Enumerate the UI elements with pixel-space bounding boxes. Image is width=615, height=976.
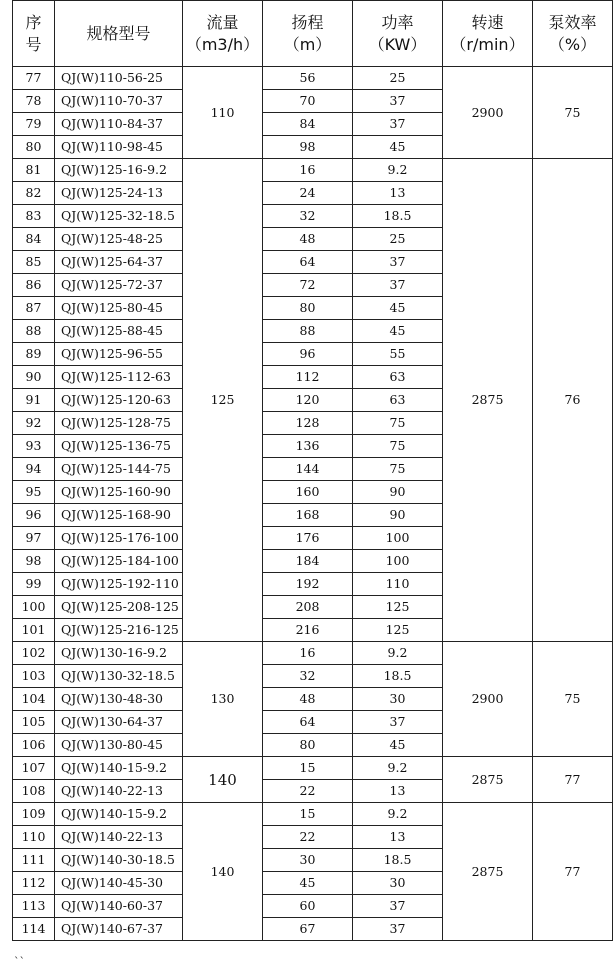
model-cell: QJ(W)130-48-30	[55, 688, 183, 711]
header-flow-line1: 流量	[206, 12, 239, 32]
row-number: 98	[13, 550, 55, 573]
model-cell: QJ(W)125-208-125	[55, 596, 183, 619]
power-cell: 37	[353, 251, 443, 274]
power-cell: 30	[353, 688, 443, 711]
head-cell: 128	[263, 412, 353, 435]
header-eff-line2: （%）	[548, 34, 597, 54]
header-power-line1: 功率	[381, 12, 414, 32]
table-row	[13, 642, 613, 665]
row-number: 78	[13, 90, 55, 113]
head-cell: 64	[263, 711, 353, 734]
power-cell: 45	[353, 297, 443, 320]
head-cell: 56	[263, 67, 353, 90]
row-number: 84	[13, 228, 55, 251]
head-cell: 67	[263, 918, 353, 941]
row-number: 106	[13, 734, 55, 757]
model-cell: QJ(W)110-70-37	[55, 90, 183, 113]
power-cell: 100	[353, 550, 443, 573]
model-cell: QJ(W)140-15-9.2	[55, 757, 183, 780]
power-cell: 75	[353, 458, 443, 481]
head-cell: 22	[263, 826, 353, 849]
table-row	[13, 67, 613, 90]
head-cell: 80	[263, 734, 353, 757]
header-speed	[443, 1, 533, 67]
row-number: 79	[13, 113, 55, 136]
row-number: 105	[13, 711, 55, 734]
power-cell: 63	[353, 389, 443, 412]
head-cell: 70	[263, 90, 353, 113]
head-cell: 24	[263, 182, 353, 205]
head-cell: 168	[263, 504, 353, 527]
row-number: 85	[13, 251, 55, 274]
footer-mark: ``	[14, 955, 25, 968]
power-cell: 9.2	[353, 642, 443, 665]
row-number: 83	[13, 205, 55, 228]
model-cell: QJ(W)125-168-90	[55, 504, 183, 527]
header-power-line2: （KW）	[368, 34, 427, 54]
model-cell: QJ(W)125-72-37	[55, 274, 183, 297]
row-number: 104	[13, 688, 55, 711]
head-cell: 48	[263, 688, 353, 711]
model-cell: QJ(W)125-80-45	[55, 297, 183, 320]
head-cell: 80	[263, 297, 353, 320]
row-number: 107	[13, 757, 55, 780]
head-cell: 120	[263, 389, 353, 412]
head-cell: 32	[263, 205, 353, 228]
head-cell: 84	[263, 113, 353, 136]
row-number: 93	[13, 435, 55, 458]
model-cell: QJ(W)140-15-9.2	[55, 803, 183, 826]
header-power	[353, 1, 443, 67]
power-cell: 13	[353, 780, 443, 803]
row-number: 80	[13, 136, 55, 159]
model-cell: QJ(W)140-67-37	[55, 918, 183, 941]
efficiency-cell: 75	[533, 67, 613, 159]
power-cell: 37	[353, 274, 443, 297]
row-number: 81	[13, 159, 55, 182]
efficiency-cell: 76	[533, 159, 613, 642]
row-number: 103	[13, 665, 55, 688]
power-cell: 125	[353, 619, 443, 642]
head-cell: 48	[263, 228, 353, 251]
header-head-line2: （m）	[283, 34, 332, 54]
power-cell: 37	[353, 90, 443, 113]
power-cell: 90	[353, 504, 443, 527]
head-cell: 184	[263, 550, 353, 573]
row-number: 102	[13, 642, 55, 665]
model-cell: QJ(W)130-80-45	[55, 734, 183, 757]
power-cell: 55	[353, 343, 443, 366]
head-cell: 112	[263, 366, 353, 389]
head-cell: 45	[263, 872, 353, 895]
model-cell: QJ(W)125-192-110	[55, 573, 183, 596]
row-number: 92	[13, 412, 55, 435]
table-row	[13, 757, 613, 780]
row-number: 97	[13, 527, 55, 550]
header-efficiency	[533, 1, 613, 67]
model-cell: QJ(W)140-45-30	[55, 872, 183, 895]
row-number: 108	[13, 780, 55, 803]
model-cell: QJ(W)125-112-63	[55, 366, 183, 389]
flow-cell: 130	[183, 642, 263, 757]
power-cell: 18.5	[353, 849, 443, 872]
header-eff-line1: 泵效率	[548, 12, 597, 32]
model-cell: QJ(W)125-96-55	[55, 343, 183, 366]
model-cell: QJ(W)125-216-125	[55, 619, 183, 642]
flow-cell: 140	[183, 803, 263, 941]
model-cell: QJ(W)140-60-37	[55, 895, 183, 918]
power-cell: 125	[353, 596, 443, 619]
power-cell: 9.2	[353, 159, 443, 182]
power-cell: 25	[353, 67, 443, 90]
header-speed-line2: （r/min）	[450, 34, 525, 54]
power-cell: 75	[353, 435, 443, 458]
model-cell: QJ(W)130-64-37	[55, 711, 183, 734]
power-cell: 45	[353, 320, 443, 343]
head-cell: 98	[263, 136, 353, 159]
head-cell: 144	[263, 458, 353, 481]
model-cell: QJ(W)125-120-63	[55, 389, 183, 412]
model-cell: QJ(W)125-128-75	[55, 412, 183, 435]
power-cell: 75	[353, 412, 443, 435]
efficiency-cell: 75	[533, 642, 613, 757]
power-cell: 110	[353, 573, 443, 596]
head-cell: 15	[263, 757, 353, 780]
speed-cell: 2900	[443, 67, 533, 159]
head-cell: 16	[263, 159, 353, 182]
header-flow	[183, 1, 263, 67]
power-cell: 90	[353, 481, 443, 504]
head-cell: 208	[263, 596, 353, 619]
header-head-line1: 扬程	[291, 12, 324, 32]
table-row	[13, 803, 613, 826]
speed-cell: 2875	[443, 803, 533, 941]
power-cell: 18.5	[353, 665, 443, 688]
head-cell: 32	[263, 665, 353, 688]
header-flow-line2: （m3/h）	[185, 34, 260, 54]
head-cell: 96	[263, 343, 353, 366]
row-number: 114	[13, 918, 55, 941]
header-speed-line1: 转速	[471, 12, 504, 32]
row-number: 77	[13, 67, 55, 90]
head-cell: 160	[263, 481, 353, 504]
power-cell: 100	[353, 527, 443, 550]
power-cell: 37	[353, 711, 443, 734]
row-number: 82	[13, 182, 55, 205]
power-cell: 30	[353, 872, 443, 895]
power-cell: 13	[353, 826, 443, 849]
header-seq-line2: 号	[25, 34, 42, 54]
head-cell: 88	[263, 320, 353, 343]
power-cell: 37	[353, 918, 443, 941]
table-body	[13, 67, 613, 941]
header-model	[55, 1, 183, 67]
row-number: 112	[13, 872, 55, 895]
row-number: 100	[13, 596, 55, 619]
model-cell: QJ(W)125-88-45	[55, 320, 183, 343]
header-seq-line1: 序	[25, 12, 42, 32]
model-cell: QJ(W)110-84-37	[55, 113, 183, 136]
model-cell: QJ(W)140-30-18.5	[55, 849, 183, 872]
power-cell: 45	[353, 734, 443, 757]
model-cell: QJ(W)130-16-9.2	[55, 642, 183, 665]
header-model-label: 规格型号	[86, 23, 151, 43]
row-number: 113	[13, 895, 55, 918]
row-number: 88	[13, 320, 55, 343]
head-cell: 192	[263, 573, 353, 596]
head-cell: 136	[263, 435, 353, 458]
model-cell: QJ(W)125-48-25	[55, 228, 183, 251]
power-cell: 45	[353, 136, 443, 159]
table-row	[13, 159, 613, 182]
model-cell: QJ(W)140-22-13	[55, 826, 183, 849]
model-cell: QJ(W)125-16-9.2	[55, 159, 183, 182]
model-cell: QJ(W)110-56-25	[55, 67, 183, 90]
power-cell: 37	[353, 895, 443, 918]
row-number: 110	[13, 826, 55, 849]
head-cell: 64	[263, 251, 353, 274]
power-cell: 9.2	[353, 803, 443, 826]
speed-cell: 2875	[443, 159, 533, 642]
flow-cell: 125	[183, 159, 263, 642]
header-head	[263, 1, 353, 67]
head-cell: 16	[263, 642, 353, 665]
power-cell: 37	[353, 113, 443, 136]
pump-spec-table	[12, 0, 613, 941]
model-cell: QJ(W)125-24-13	[55, 182, 183, 205]
row-number: 96	[13, 504, 55, 527]
row-number: 109	[13, 803, 55, 826]
row-number: 90	[13, 366, 55, 389]
head-cell: 60	[263, 895, 353, 918]
speed-cell: 2875	[443, 757, 533, 803]
head-cell: 22	[263, 780, 353, 803]
model-cell: QJ(W)125-176-100	[55, 527, 183, 550]
power-cell: 25	[353, 228, 443, 251]
head-cell: 15	[263, 803, 353, 826]
power-cell: 13	[353, 182, 443, 205]
power-cell: 63	[353, 366, 443, 389]
power-cell: 18.5	[353, 205, 443, 228]
model-cell: QJ(W)140-22-13	[55, 780, 183, 803]
model-cell: QJ(W)130-32-18.5	[55, 665, 183, 688]
head-cell: 30	[263, 849, 353, 872]
efficiency-cell: 77	[533, 803, 613, 941]
row-number: 111	[13, 849, 55, 872]
model-cell: QJ(W)125-64-37	[55, 251, 183, 274]
row-number: 94	[13, 458, 55, 481]
efficiency-cell: 77	[533, 757, 613, 803]
header-row	[13, 1, 613, 67]
row-number: 91	[13, 389, 55, 412]
row-number: 87	[13, 297, 55, 320]
power-cell: 9.2	[353, 757, 443, 780]
flow-cell: 140	[183, 757, 263, 803]
model-cell: QJ(W)125-136-75	[55, 435, 183, 458]
model-cell: QJ(W)125-32-18.5	[55, 205, 183, 228]
row-number: 89	[13, 343, 55, 366]
row-number: 95	[13, 481, 55, 504]
model-cell: QJ(W)125-160-90	[55, 481, 183, 504]
row-number: 99	[13, 573, 55, 596]
header-seq	[13, 1, 55, 67]
row-number: 86	[13, 274, 55, 297]
model-cell: QJ(W)125-184-100	[55, 550, 183, 573]
flow-cell: 110	[183, 67, 263, 159]
model-cell: QJ(W)110-98-45	[55, 136, 183, 159]
head-cell: 176	[263, 527, 353, 550]
model-cell: QJ(W)125-144-75	[55, 458, 183, 481]
row-number: 101	[13, 619, 55, 642]
head-cell: 72	[263, 274, 353, 297]
head-cell: 216	[263, 619, 353, 642]
speed-cell: 2900	[443, 642, 533, 757]
